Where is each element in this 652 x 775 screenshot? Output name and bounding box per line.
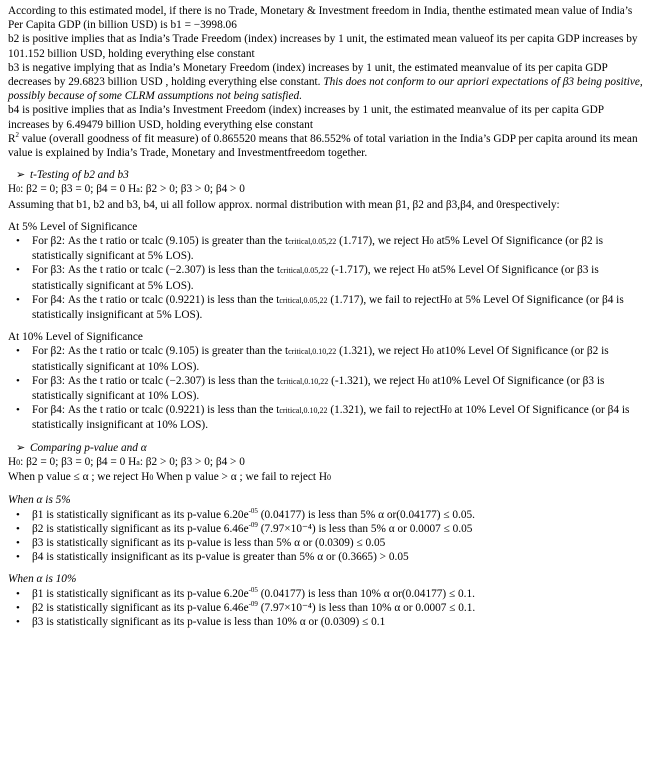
h0-subscript: 0 xyxy=(425,266,430,276)
t-critical-subscript: critical,0.10,22 xyxy=(279,406,328,416)
bullet-icon: • xyxy=(16,536,20,549)
document-page xyxy=(8,4,644,767)
r-squared-text: value (overall goodness of fit measure) of 0.865520 means that 86.552% of total variation in the India’s GDP per capita around its mean value is explained by India’s Trade, Monetary and Investmentfreedom together. xyxy=(8,132,638,160)
item-text: (0.04177) is less than 10% α or(0.04177) ≤ 0.1. xyxy=(257,587,475,600)
list-item xyxy=(8,263,644,292)
list-item xyxy=(8,293,644,322)
item-text: For β2: As the t ratio or tcalc (9.105) is greater than the t xyxy=(32,345,289,358)
list-item xyxy=(8,587,644,601)
ttest-heading xyxy=(8,168,644,182)
item-text: (1.717), we fail to rejectH xyxy=(327,293,448,306)
intro-paragraph-3-text: b3 is negative implying that as India’s Monetary Freedom (index) increases by 1 unit, the estimated meanvalue of its per capita GDP decreases by 29.6823 billion USD , holding everything else constant. xyxy=(8,61,608,89)
item-text: (1.321), we fail to rejectH xyxy=(327,404,448,417)
item-text: For β4: As the t ratio or tcalc (0.9221) is less than the t xyxy=(32,404,280,417)
bullet-icon: • xyxy=(16,615,20,628)
exponent: -09 xyxy=(248,520,258,529)
alpha10-title: When α is 10% xyxy=(8,573,77,586)
bullet-icon: • xyxy=(16,293,20,306)
list-item xyxy=(8,601,644,615)
bullet-icon: • xyxy=(16,587,20,600)
bullet-icon: • xyxy=(16,551,20,564)
hyp-end: : β2 > 0; β3 > 0; β4 > 0 xyxy=(139,455,245,468)
pvalue-heading-text: Comparing p-value and α xyxy=(30,441,147,454)
item-text: (7.97×10⁻⁴) is less than 10% α or 0.0007 ≤ 0.1. xyxy=(257,601,476,614)
intro-paragraph-1: According to this estimated model, if there is no Trade, Monetary & Investment freedom in India, thenthe estimated mean value of India’s Per Capita GDP (in billion USD) is b1 = −3998.06 xyxy=(8,5,633,32)
rule-text: When p value > α ; we fail to reject H xyxy=(153,471,327,484)
exponent: -09 xyxy=(248,599,258,608)
h0-subscript: 0 xyxy=(447,295,452,305)
arrow-bullet-icon: ➢ xyxy=(16,169,26,182)
item-text: For β2: As the t ratio or tcalc (9.105) is greater than the t xyxy=(32,235,289,248)
list-item xyxy=(8,234,644,263)
h0-subscript: 0 xyxy=(425,376,430,386)
hyp-mid: : β2 = 0; β3 = 0; β4 = 0 H xyxy=(20,183,137,196)
item-text: (-1.321), we reject H xyxy=(328,374,426,387)
hyp-mid: : β2 = 0; β3 = 0; β4 = 0 H xyxy=(20,455,137,468)
hyp-sub-a: a xyxy=(136,457,140,467)
h0-subscript: 0 xyxy=(327,473,331,483)
item-text: at5% Level Of Significance (or β2 is statistically significant at 5% LOS). xyxy=(32,235,603,263)
pvalue-hypothesis xyxy=(8,455,644,470)
t-critical-subscript: critical,0.10,22 xyxy=(288,347,337,357)
intro-paragraph-4: b4 is positive implies that as India’s Investment Freedom (index) increases by 1 unit, the estimated meanvalue of its per capita GDP increases by 6.49479 billion USD, holding everything else constant xyxy=(8,104,604,131)
intro-paragraph-2: b2 is positive implies that as India’s Trade Freedom (index) increases by 1 unit, the estimated mean valueof its per capita GDP increases by 101.152 billion USD, holding everything else constant xyxy=(8,33,638,60)
item-text: at 5% Level Of Significance (or β4 is statistically insignificant at 5% LOS). xyxy=(32,293,624,322)
los10-list xyxy=(8,344,644,432)
item-text: (7.97×10⁻⁴) is less than 5% α or 0.0007 ≤ 0.05 xyxy=(257,522,473,535)
hyp-sub-a: a xyxy=(136,185,140,195)
item-text: β3 is statistically significant as its p-value is less than 10% α or (0.0309) ≤ 0.1 xyxy=(32,615,386,628)
alpha10-list xyxy=(8,587,644,630)
item-text: at10% Level Of Significance (or β2 is statistically significant at 10% LOS). xyxy=(32,345,609,373)
list-item xyxy=(8,344,644,373)
ttest-assumption: Assuming that b1, b2 and b3, b4, ui all follow approx. normal distribution with mean β1, β2 and β3,β4, and 0respectively: xyxy=(8,198,560,211)
bullet-icon: • xyxy=(16,345,20,358)
alpha5-list xyxy=(8,508,644,565)
pvalue-heading xyxy=(8,441,644,455)
r-squared-label: R xyxy=(8,132,16,145)
r-squared-exponent: 2 xyxy=(15,131,20,140)
bullet-icon: • xyxy=(16,264,20,277)
h0-subscript: 0 xyxy=(429,347,434,357)
exponent: -05 xyxy=(248,585,258,594)
los5-title: At 5% Level of Significance xyxy=(8,220,138,233)
bullet-icon: • xyxy=(16,404,20,417)
rule-text: When p value ≤ α ; we reject H xyxy=(8,471,150,484)
t-critical-subscript: critical,0.05,22 xyxy=(279,295,328,305)
item-text: β4 is statistically insignificant as its p-value is greater than 5% α or (0.3665) > 0.05 xyxy=(32,551,409,564)
list-item xyxy=(8,403,644,432)
item-text: β2 is statistically significant as its p-value 6.46e xyxy=(32,601,249,614)
t-critical-subscript: critical,0.05,22 xyxy=(280,266,329,276)
intro-paragraph-5 xyxy=(8,132,644,160)
item-text: For β3: As the t ratio or tcalc (−2.307) is less than the t xyxy=(32,374,281,387)
list-item xyxy=(8,522,644,536)
item-text: For β3: As the t ratio or tcalc (−2.307) is less than the t xyxy=(32,264,281,277)
item-text: (0.04177) is less than 5% α or(0.04177) ≤ 0.05. xyxy=(257,508,475,521)
h0-subscript: 0 xyxy=(447,406,452,416)
los10-title: At 10% Level of Significance xyxy=(8,331,143,344)
item-text: β1 is statistically significant as its p-value 6.20e xyxy=(32,587,249,600)
exponent: -05 xyxy=(248,506,258,515)
item-text: at 10% Level Of Significance (or β4 is statistically insignificant at 10% LOS). xyxy=(32,404,630,432)
list-item xyxy=(8,615,644,629)
ttest-heading-text: t-Testing of b2 and b3 xyxy=(30,169,129,182)
hyp-h-label: H xyxy=(8,455,17,468)
h0-subscript: 0 xyxy=(149,473,154,483)
hyp-sub-0: 0 xyxy=(16,185,21,195)
item-text: at5% Level Of Significance (or β3 is statistically significant at 5% LOS). xyxy=(32,264,599,292)
t-critical-subscript: critical,0.10,22 xyxy=(280,376,329,386)
bullet-icon: • xyxy=(16,374,20,387)
item-text: β2 is statistically significant as its p-value 6.46e xyxy=(32,522,249,535)
list-item xyxy=(8,536,644,550)
item-text: (1.717), we reject H xyxy=(336,235,430,248)
item-text: at10% Level Of Significance (or β3 is statistically significant at 10% LOS). xyxy=(32,374,605,403)
item-text: (1.321), we reject H xyxy=(336,345,430,358)
item-text: β1 is statistically significant as its p-value 6.20e xyxy=(32,508,249,521)
item-text: β3 is statistically significant as its p-value is less than 5% α or (0.0309) ≤ 0.05 xyxy=(32,536,386,549)
intro-paragraph-3 xyxy=(8,61,644,104)
arrow-bullet-icon: ➢ xyxy=(16,441,26,454)
item-text: For β4: As the t ratio or tcalc (0.9221) is less than the t xyxy=(32,293,280,306)
h0-subscript: 0 xyxy=(429,237,434,247)
t-critical-subscript: critical,0.05,22 xyxy=(288,237,337,247)
ttest-hypothesis xyxy=(8,182,644,197)
intro-paragraph-3-note: This does not conform to our apriori expectations of β3 being positive, possibly because of some CLRM assumptions not being satisfied. xyxy=(8,76,643,103)
list-item xyxy=(8,508,644,522)
bullet-icon: • xyxy=(16,508,20,521)
list-item xyxy=(8,374,644,403)
los5-list xyxy=(8,234,644,322)
hyp-end: : β2 > 0; β3 > 0; β4 > 0 xyxy=(139,183,245,196)
pvalue-decision-rule xyxy=(8,470,644,485)
hyp-h-label: H xyxy=(8,183,17,196)
list-item xyxy=(8,550,644,564)
bullet-icon: • xyxy=(16,522,20,535)
alpha5-title: When α is 5% xyxy=(8,494,71,507)
item-text: (-1.717), we reject H xyxy=(328,264,426,277)
bullet-icon: • xyxy=(16,235,20,248)
bullet-icon: • xyxy=(16,601,20,614)
hyp-sub-0: 0 xyxy=(16,457,21,467)
